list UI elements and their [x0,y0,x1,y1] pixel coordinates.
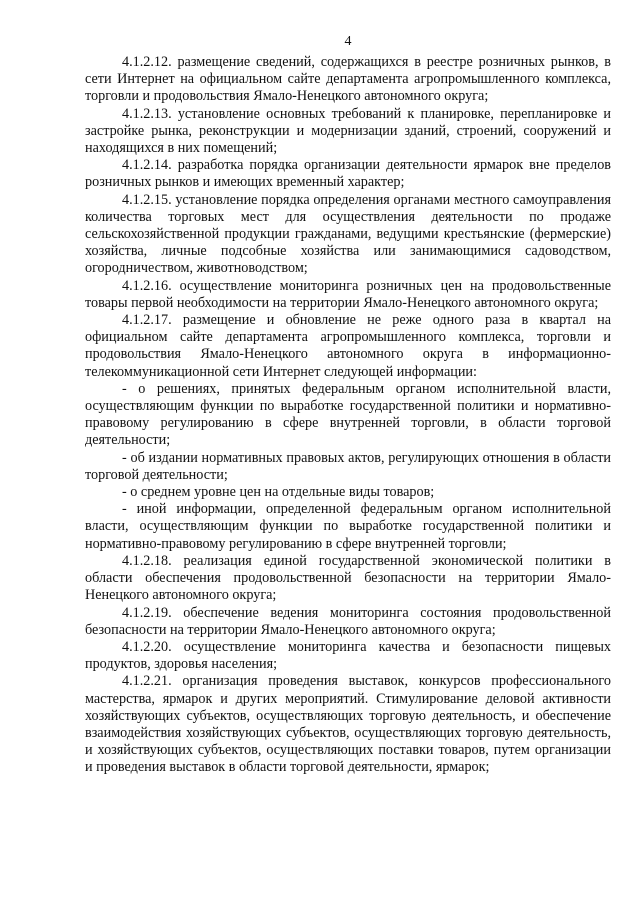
paragraph-4-1-2-16: 4.1.2.16. осуществление мониторинга розничных цен на продовольственные товары первой необходимости на территории Ямало-Ненецкого автономного округа; [85,277,611,311]
paragraph-4-1-2-21: 4.1.2.21. организация проведения выставок, конкурсов профессионального мастерства, ярмарок и других мероприятий. Стимулирование деловой активности хозяйствующих субъектов, осуществляющих торговую деятельность, и обеспечение взаимодействия хозяйствующих субъектов, осуществляющих торговую деятельность, и хозяйствующих субъектов, осуществляющих поставки товаров, путем организации и проведения выставок в области торговой деятельности, ярмарок; [85,673,611,776]
document-body [85,54,611,777]
paragraph-4-1-2-17: 4.1.2.17. размещение и обновление не реже одного раза в квартал на официальном сайте департамента агропромышленного комплекса, торговли и продовольствия Ямало-Ненецкого автономного округа в информационно-телекоммуникационной сети Интернет следующей информации: [85,312,611,380]
list-item-legal-acts: - об издании нормативных правовых актов, регулирующих отношения в области торговой деятельности; [85,449,611,483]
page-number: 4 [344,34,352,49]
paragraph-4-1-2-15: 4.1.2.15. установление порядка определения органами местного самоуправления количества торговых мест для осуществления деятельности по продаже сельскохозяйственной продукции гражданами, ведущими крестьянские (фермерские) хозяйства, личные подсобные хозяйства или занимающимися садоводством, огородничеством, животноводством; [85,191,611,277]
list-item-other-information: - иной информации, определенной федеральным органом исполнительной власти, осуществляющим функции по выработке государственной политики и нормативно-правовому регулированию в сфере внутренней торговли; [85,501,611,552]
document-page [85,0,611,777]
paragraph-4-1-2-13: 4.1.2.13. установление основных требований к планировке, перепланировке и застройке рынка, реконструкции и модернизации зданий, строений, сооружений и находящихся в них помещений; [85,105,611,157]
list-item-average-prices: - о среднем уровне цен на отдельные виды товаров; [122,484,435,501]
paragraph-4-1-2-18: 4.1.2.18. реализация единой государственной экономической политики в области обеспечения продовольственной безопасности на территории Ямало-Ненецкого автономного округа; [85,552,611,604]
paragraph-4-1-2-20: 4.1.2.20. осуществление мониторинга качества и безопасности пищевых продуктов, здоровья населения; [85,638,611,673]
paragraph-4-1-2-14: 4.1.2.14. разработка порядка организации деятельности ярмарок вне пределов розничных рынков и имеющих временный характер; [85,157,611,191]
paragraph-4-1-2-19: 4.1.2.19. обеспечение ведения мониторинга состояния продовольственной безопасности на территории Ямало-Ненецкого автономного округа; [85,604,611,638]
paragraph-4-1-2-12: 4.1.2.12. размещение сведений, содержащихся в реестре розничных рынков, в сети Интернет на официальном сайте департамента агропромышленного комплекса, торговли и продовольствия Ямало-Ненецкого автономного округа; [85,54,611,105]
list-item-federal-decisions: - о решениях, принятых федеральным органом исполнительной власти, осуществляющим функции по выработке государственной политики и нормативно-правовому регулированию в сфере внутренней торговли, в области торговой деятельности; [85,380,611,449]
